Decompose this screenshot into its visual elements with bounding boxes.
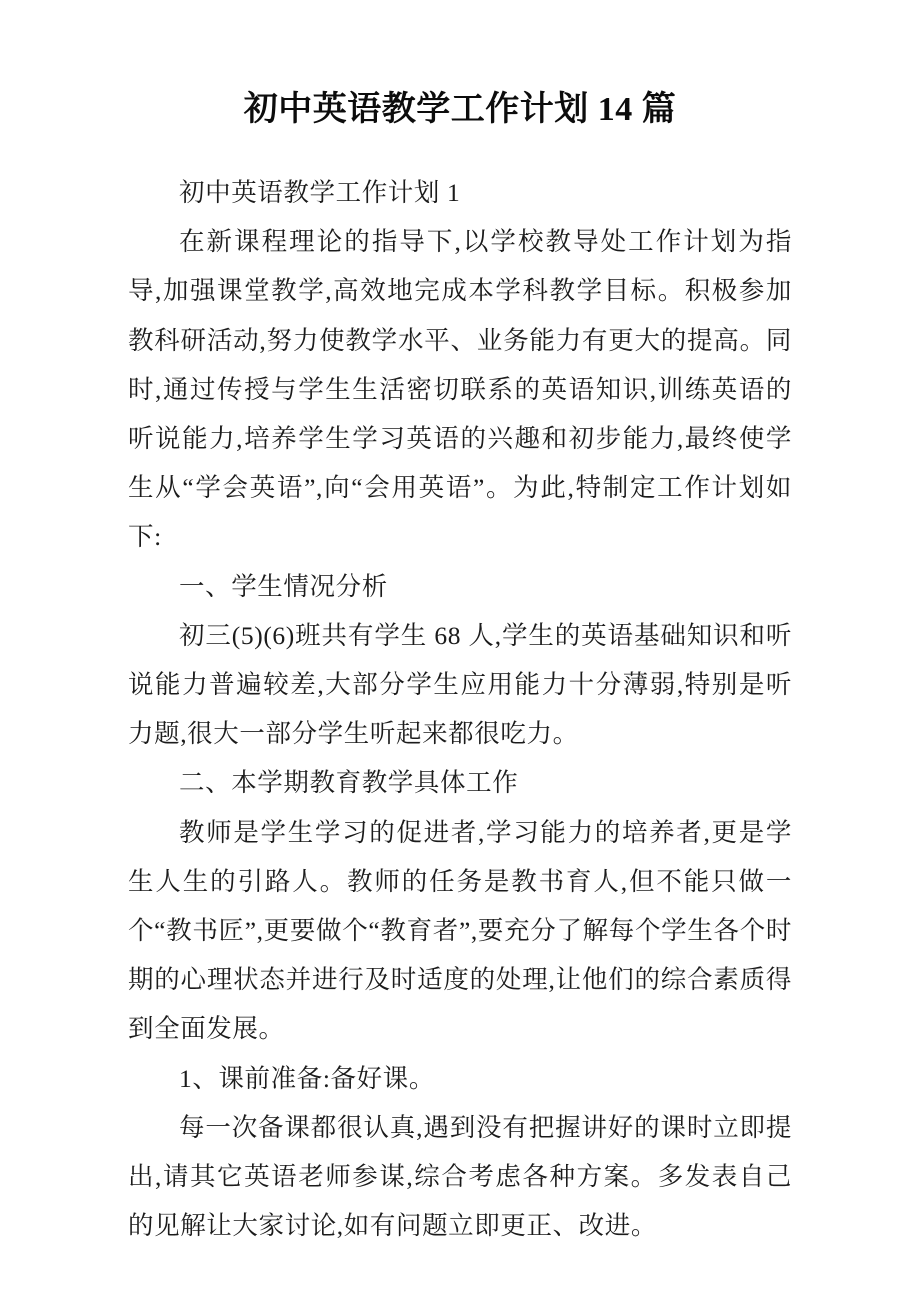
section-body-2: 教师是学生学习的促进者,学习能力的培养者,更是学生人生的引路人。教师的任务是教书育人,但不能只做一个“教书匠”,更要做个“教育者”,要充分了解每个学生各个时期的心理状态并进行及时适度的处理,让他们的综合素质得到全面发展。 [128, 817, 792, 1044]
list-item-body-1: 每一次备课都很认真,遇到没有把握讲好的课时立即提出,请其它英语老师参谋,综合考虑各种方案。多发表自己的见解让大家讨论,如有问题立即更正、改进。 [128, 1112, 792, 1241]
section-body-1: 初三(5)(6)班共有学生 68 人,学生的英语基础知识和听说能力普遍较差,大部分学生应用能力十分薄弱,特别是听力题,很大一部分学生听起来都很吃力。 [128, 620, 792, 749]
section-heading-2: 二、本学期教育教学具体工作 [179, 768, 519, 798]
list-item-heading-1: 1、课前准备:备好课。 [179, 1063, 435, 1093]
paragraph-intro: 在新课程理论的指导下,以学校教导处工作计划为指导,加强课堂教学,高效地完成本学科教学目标。积极参加教科研活动,努力使教学水平、业务能力有更大的提高。同时,通过传授与学生生活密切联系的英语知识,训练英语的听说能力,培养学生学习英语的兴趣和初步能力,最终使学生从“学会英语”,向“会用英语”。为此,特制定工作计划如下: [128, 227, 792, 552]
document-body [128, 168, 792, 1250]
paragraph-subtitle: 初中英语教学工作计划 1 [179, 178, 461, 207]
section-heading-1: 一、学生情况分析 [179, 571, 388, 601]
page-title: 初中英语教学工作计划 14 篇 [243, 91, 677, 128]
